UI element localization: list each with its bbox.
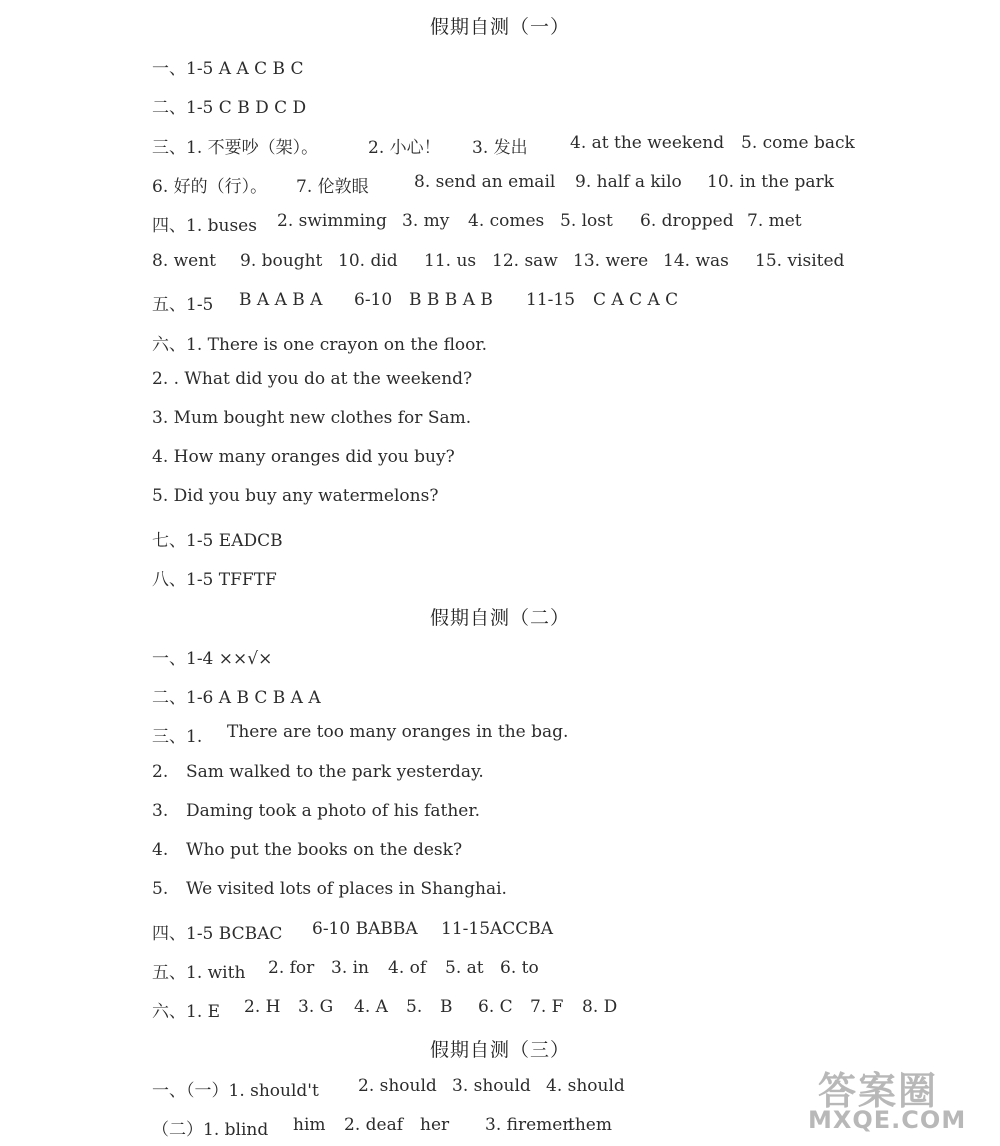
s2-a3-text: Who put the books on the desk?: [186, 840, 463, 860]
section-1-title: 假期自测（一）: [429, 16, 570, 38]
s1-a3-item: 3. 发出: [472, 138, 528, 158]
s1-a4-item: 四、1. buses: [152, 216, 257, 236]
s2-a6-item: 7. F: [530, 997, 564, 1017]
s2-a4-item: 6-10 BABBA: [312, 919, 418, 939]
s2-a4-item: 四、1-5 BCBAC: [152, 924, 283, 944]
s2-a6-item: 5.: [406, 997, 423, 1017]
s1-a3-item: 三、1. 不要吵（架）。: [152, 138, 319, 158]
s3-a2-item: her: [420, 1115, 450, 1135]
s1-a4-item: 7. met: [747, 211, 802, 231]
s1-a5-item: 6-10: [354, 290, 393, 310]
s2-a6-item: 8. D: [582, 997, 618, 1017]
s2-a6-item: 3. G: [298, 997, 334, 1017]
s1-a3b-item: 7. 伦敦眼: [296, 177, 369, 197]
s1-a4b-item: 15. visited: [755, 251, 845, 271]
s3-a2-item: them: [568, 1115, 612, 1135]
s2-a4-item: 11-15ACCBA: [441, 919, 554, 939]
s1-a4-item: 6. dropped: [640, 211, 734, 231]
s1-a5-item: B A A B A: [239, 290, 323, 310]
s2-a6-item: 六、1. E: [152, 1002, 221, 1022]
s2-a5-item: 3. in: [331, 958, 370, 978]
s3-a2-item: 2. deaf: [344, 1115, 403, 1135]
s2-a3-num: 2.: [152, 762, 169, 782]
s2-a3-text: Daming took a photo of his father.: [186, 801, 481, 821]
watermark-logo: [808, 1060, 986, 1140]
s3-a1-item: 4. should: [546, 1076, 625, 1096]
s2-a5-item: 2. for: [268, 958, 315, 978]
s1-a3-item: 4. at the weekend: [570, 133, 725, 153]
s1-answer-2: 二、1-5 C B D C D: [152, 98, 307, 118]
s1-a4b-item: 10. did: [338, 251, 398, 271]
s1-a4-item: 3. my: [402, 211, 450, 231]
s2-a6-item: B: [440, 997, 453, 1017]
section-2-title: 假期自测（二）: [429, 607, 570, 629]
s1-a4b-item: 14. was: [663, 251, 729, 271]
s1-a3b-item: 9. half a kilo: [575, 172, 682, 192]
s3-a2-item: him: [293, 1115, 326, 1135]
s2-a3-text: Sam walked to the park yesterday.: [186, 762, 484, 782]
s1-a4b-item: 11. us: [424, 251, 477, 271]
s1-a4-item: 4. comes: [468, 211, 545, 231]
s1-answer-8: 八、1-5 TFFTF: [152, 570, 277, 590]
s3-a1-item: 一、（一）1. should't: [152, 1081, 319, 1101]
s2-a3-text: There are too many oranges in the bag.: [227, 722, 569, 742]
s1-a5-item: C A C A C: [593, 290, 679, 310]
s1-a4-item: 5. lost: [560, 211, 613, 231]
s1-a4b-item: 9. bought: [240, 251, 323, 271]
s1-answer-1: 一、1-5 A A C B C: [152, 59, 304, 79]
s1-a4b-item: 12. saw: [492, 251, 558, 271]
s2-a3-num: 三、1.: [152, 727, 203, 747]
watermark-url: MXQE.COM: [808, 1106, 967, 1134]
s2-a5-item: 4. of: [388, 958, 427, 978]
s3-a1-item: 2. should: [358, 1076, 437, 1096]
s1-a3b-item: 6. 好的（行）。: [152, 177, 268, 197]
s2-a6-item: 6. C: [478, 997, 513, 1017]
s1-a3b-item: 8. send an email: [414, 172, 556, 192]
s1-a4b-item: 13. were: [573, 251, 649, 271]
s1-a5-item: B B B A B: [409, 290, 493, 310]
s2-a3-num: 5.: [152, 879, 169, 899]
s2-a5-item: 6. to: [500, 958, 539, 978]
s1-answer-6-line3: 3. Mum bought new clothes for Sam.: [152, 408, 472, 428]
s1-answer-6-line5: 5. Did you buy any watermelons?: [152, 486, 439, 506]
s2-a3-text: We visited lots of places in Shanghai.: [186, 879, 507, 899]
s3-a2-item: 3. firemen: [485, 1115, 574, 1135]
s1-answer-7: 七、1-5 EADCB: [152, 531, 283, 551]
s1-a5-item: 五、1-5: [152, 295, 214, 315]
s2-a6-item: 2. H: [244, 997, 281, 1017]
s2-a5-item: 5. at: [445, 958, 484, 978]
s1-answer-6-line1: 六、1. There is one crayon on the floor.: [152, 335, 488, 355]
s1-answer-6-line2: 2. . What did you do at the weekend?: [152, 369, 473, 389]
s2-answer-2: 二、1-6 A B C B A A: [152, 688, 321, 708]
s1-a3-item: 5. come back: [741, 133, 855, 153]
s3-a2-item: （二）1. blind: [152, 1120, 269, 1140]
s1-a3-item: 2. 小心！: [368, 138, 441, 158]
s3-a1-item: 3. should: [452, 1076, 531, 1096]
s1-a3b-item: 10. in the park: [707, 172, 834, 192]
s1-answer-6-line4: 4. How many oranges did you buy?: [152, 447, 455, 467]
s2-answer-1: 一、1-4 ××√×: [152, 649, 273, 669]
s2-a3-num: 3.: [152, 801, 169, 821]
s2-a6-item: 4. A: [354, 997, 388, 1017]
s2-a3-num: 4.: [152, 840, 169, 860]
s1-a4b-item: 8. went: [152, 251, 217, 271]
watermark-brand: 答案圈: [818, 1069, 939, 1113]
s1-a5-item: 11-15: [526, 290, 576, 310]
section-3-title: 假期自测（三）: [429, 1039, 570, 1061]
s2-a5-item: 五、1. with: [152, 963, 246, 983]
s1-a4-item: 2. swimming: [277, 211, 387, 231]
